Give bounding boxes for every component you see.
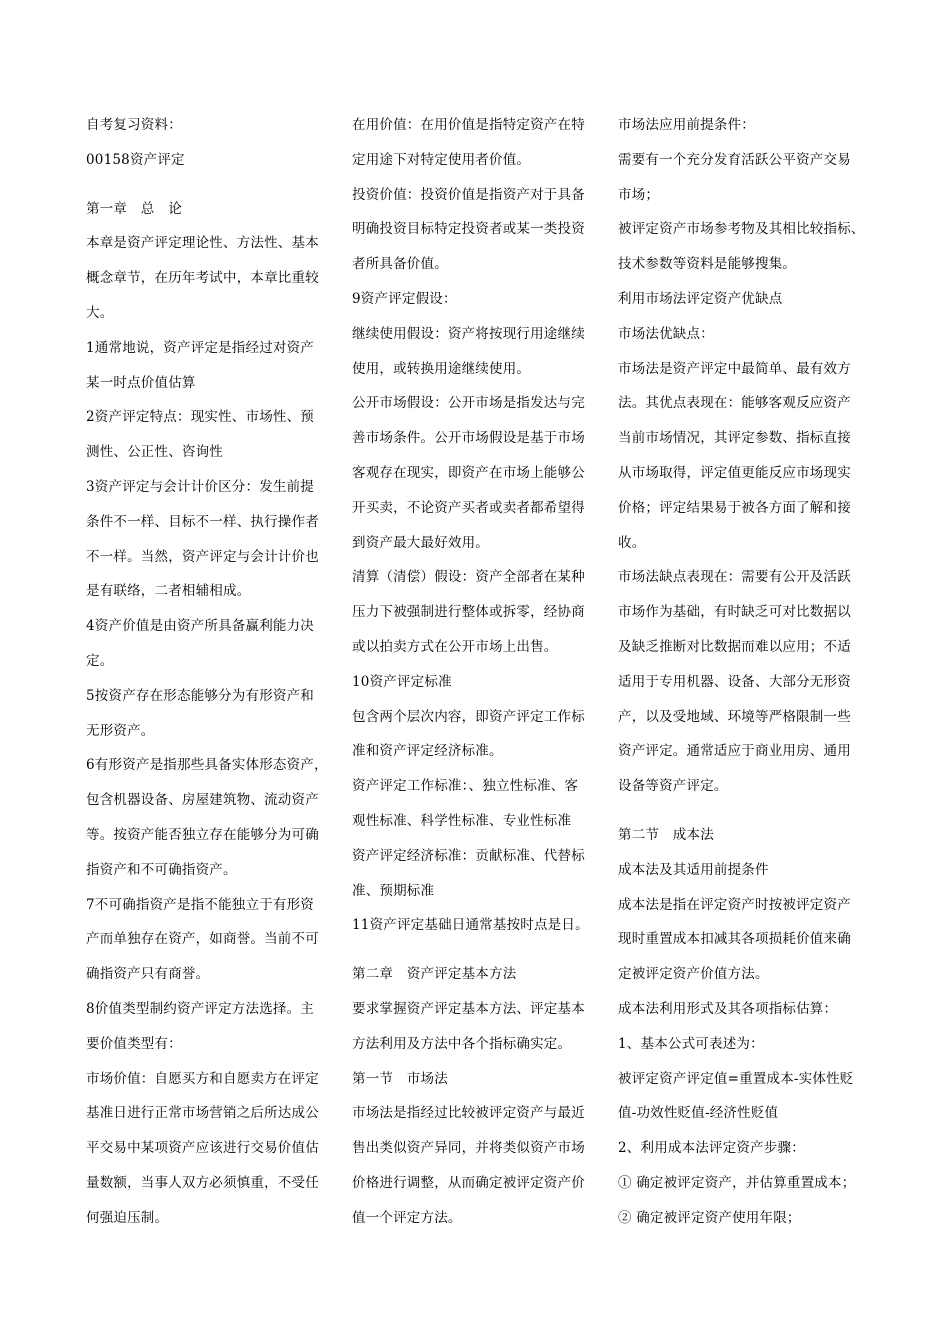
text-line: 到资产最大最好效用。 xyxy=(352,534,489,551)
text-line: 准和资产评定经济标准。 xyxy=(352,743,503,760)
text-line: 何强迫压制。 xyxy=(86,1209,169,1226)
text-line: 法。其优点表现在：能够客观反应资产 xyxy=(618,395,851,412)
text-line: 定。 xyxy=(86,652,114,669)
text-line: 第二章 资产评定基本方法 xyxy=(352,966,517,983)
paragraph xyxy=(86,609,338,679)
paragraph-gap xyxy=(86,178,338,192)
text-line: 市场法缺点表现在：需要有公开及活跃 xyxy=(618,569,851,586)
text-line: 公开市场假设：公开市场是指发达与完 xyxy=(352,395,585,412)
text-line: 要求掌握资产评定基本方法、评定基本 xyxy=(352,1000,585,1017)
paragraph xyxy=(618,212,884,282)
paragraph xyxy=(618,560,884,804)
text-line: 6有形资产是指那些具备实体形态资产， xyxy=(86,757,328,774)
text-line: 市场价值：自愿买方和自愿卖方在评定 xyxy=(86,1070,319,1087)
text-line: 定用途下对特定使用者价值。 xyxy=(352,151,531,168)
text-line: ② 确定被评定资产使用年限； xyxy=(618,1209,801,1226)
paragraph xyxy=(352,839,604,909)
text-line: 售出类似资产异同，并将类似资产市场 xyxy=(352,1140,585,1157)
text-line: 客观存在现实，即资产在市场上能够公 xyxy=(352,464,585,481)
text-line: 10资产评定标准 xyxy=(352,673,452,690)
paragraph xyxy=(352,317,604,387)
text-line: 7不可确指资产是指不能独立于有形资 xyxy=(86,896,314,913)
text-line: 9资产评定假设： xyxy=(352,290,457,307)
text-line: 某一时点价值估算 xyxy=(86,374,196,391)
text-line: ① 确定被评定资产，并估算重置成本； xyxy=(618,1174,856,1191)
text-line: 在用价值：在用价值是指特定资产在特 xyxy=(352,117,585,133)
text-line: 观性标准、科学性标准、专业性标准 xyxy=(352,812,572,829)
text-line: 者所具备价值。 xyxy=(352,256,448,273)
paragraph xyxy=(86,470,338,609)
text-line: 需要有一个充分发育活跃公平资产交易 xyxy=(618,151,851,168)
text-line: 包含机器设备、房屋建筑物、流动资产 xyxy=(86,792,319,809)
text-line: 指资产和不可确指资产。 xyxy=(86,861,237,878)
text-line: 善市场条件。公开市场假设是基于市场 xyxy=(352,430,585,447)
text-line: 从市场取得，评定值更能反应市场现实 xyxy=(618,464,851,481)
paragraph xyxy=(618,108,884,143)
text-line: 明确投资目标特定投资者或某一类投资 xyxy=(352,221,585,238)
text-line: 压力下被强制进行整体或拆零，经协商 xyxy=(352,604,585,621)
text-line: 等。按资产能否独立存在能够分为可确 xyxy=(86,826,319,843)
paragraph xyxy=(352,665,604,700)
text-line: 资产评定工作标准：、独立性标准、客 xyxy=(352,778,579,795)
text-line: 本章是资产评定理论性、方法性、基本 xyxy=(86,235,319,252)
text-line: 5按资产存在形态能够分为有形资产和 xyxy=(86,687,314,704)
paragraph xyxy=(618,352,884,561)
text-column-1 xyxy=(86,108,338,1236)
text-line: 第一节 市场法 xyxy=(352,1070,448,1087)
paragraph-gap xyxy=(618,804,884,818)
paragraph xyxy=(86,143,338,178)
text-line: 现时重置成本扣减其各项损耗价值来确 xyxy=(618,931,851,948)
text-line: 8价值类型制约资产评定方法选择。主 xyxy=(86,1000,314,1017)
paragraph xyxy=(86,992,338,1062)
text-line: 当前市场情况，其评定参数、指标直接 xyxy=(618,430,851,447)
text-line: 是有联络，二者相辅相成。 xyxy=(86,583,251,600)
paragraph xyxy=(618,1131,884,1166)
paragraph xyxy=(86,748,338,887)
text-line: 包含两个层次内容，即资产评定工作标 xyxy=(352,708,585,725)
text-line: 不一样。当然，资产评定与会计计价也 xyxy=(86,548,319,565)
paragraph xyxy=(352,560,604,664)
text-line: 平交易中某项资产应该进行交易价值估 xyxy=(86,1140,319,1157)
text-line: 概念章节，在历年考试中，本章比重较 xyxy=(86,270,319,287)
paragraph xyxy=(618,1201,884,1236)
paragraph xyxy=(86,888,338,992)
text-line: 1通常地说，资产评定是指经过对资产 xyxy=(86,339,314,356)
text-line: 开买卖，不论资产买者或卖者都希望得 xyxy=(352,499,585,516)
text-line: 继续使用假设：资产将按现行用途继续 xyxy=(352,325,585,342)
text-line: 00158资产评定 xyxy=(86,151,185,168)
paragraph xyxy=(352,108,604,178)
paragraph xyxy=(618,143,884,213)
paragraph xyxy=(86,108,338,143)
text-line: 市场法是指经过比较被评定资产与最近 xyxy=(352,1105,585,1122)
text-line: 或以拍卖方式在公开市场上出售。 xyxy=(352,638,558,655)
paragraph xyxy=(618,853,884,888)
text-line: 利用市场法评定资产优缺点 xyxy=(618,290,783,307)
paragraph xyxy=(352,992,604,1062)
text-line: 资产评定经济标准：贡献标准、代替标 xyxy=(352,847,585,864)
text-line: 要价值类型有： xyxy=(86,1035,182,1052)
paragraph xyxy=(618,1027,884,1062)
text-line: 2、利用成本法评定资产步骤： xyxy=(618,1140,805,1157)
paragraph xyxy=(618,992,884,1027)
text-line: 无形资产。 xyxy=(86,722,155,739)
text-line: 市场作为基础，有时缺乏可对比数据以 xyxy=(618,604,851,621)
text-line: 自考复习资料： xyxy=(86,117,182,133)
text-line: 及缺乏推断对比数据而难以应用；不适 xyxy=(618,638,851,655)
text-line: 市场法应用前提条件： xyxy=(618,117,755,133)
text-line: 价格；评定结果易于被各方面了解和接 xyxy=(618,499,851,516)
paragraph xyxy=(352,1096,604,1235)
text-line: 方法利用及方法中各个指标确实定。 xyxy=(352,1035,572,1052)
paragraph xyxy=(618,1062,884,1132)
paragraph xyxy=(618,888,884,992)
text-line: 市场； xyxy=(618,186,660,203)
text-line: 条件不一样、目标不一样、执行操作者 xyxy=(86,513,319,530)
text-line: 1、基本公式可表述为： xyxy=(618,1035,764,1052)
text-line: 被评定资产评定值=重置成本-实体性贬 xyxy=(618,1070,854,1087)
text-line: 大。 xyxy=(86,304,114,321)
text-line: 2资产评定特点：现实性、市场性、预 xyxy=(86,409,314,426)
paragraph xyxy=(86,192,338,227)
paragraph xyxy=(352,282,604,317)
text-line: 适用于专用机器、设备、大部分无形资 xyxy=(618,673,851,690)
paragraph xyxy=(618,1166,884,1201)
text-line: 成本法是指在评定资产时按被评定资产 xyxy=(618,896,851,913)
text-line: 成本法及其适用前提条件 xyxy=(618,861,769,878)
paragraph xyxy=(352,1062,604,1097)
text-line: 确指资产只有商誉。 xyxy=(86,966,210,983)
text-line: 量数额，当事人双方必须慎重，不受任 xyxy=(86,1174,319,1191)
paragraph xyxy=(352,908,604,943)
paragraph xyxy=(618,317,884,352)
text-line: 资产评定。通常适应于商业用房、通用 xyxy=(618,743,851,760)
text-line: 准、预期标准 xyxy=(352,882,435,899)
text-line: 被评定资产市场参考物及其相比较指标、 xyxy=(618,221,865,238)
paragraph-gap xyxy=(352,943,604,957)
text-line: 第一章 总 论 xyxy=(86,200,182,217)
paragraph xyxy=(352,769,604,839)
text-line: 测性、公正性、咨询性 xyxy=(86,444,223,461)
paragraph xyxy=(86,226,338,330)
paragraph xyxy=(86,1062,338,1236)
paragraph xyxy=(86,679,338,749)
paragraph xyxy=(352,178,604,282)
paragraph xyxy=(618,282,884,317)
text-line: 市场法优缺点： xyxy=(618,325,714,342)
text-line: 收。 xyxy=(618,534,646,551)
text-column-3 xyxy=(618,108,884,1236)
paragraph xyxy=(618,818,884,853)
paragraph xyxy=(352,386,604,560)
text-line: 投资价值：投资价值是指资产对于具备 xyxy=(352,186,585,203)
text-line: 值-功效性贬值-经济性贬值 xyxy=(618,1105,779,1122)
text-line: 3资产评定与会计计价区分：发生前提 xyxy=(86,478,314,495)
text-line: 产，以及受地域、环境等严格限制一些 xyxy=(618,708,851,725)
text-line: 市场法是资产评定中最简单、最有效方 xyxy=(618,360,851,377)
text-line: 价格进行调整，从而确定被评定资产价 xyxy=(352,1174,585,1191)
paragraph xyxy=(86,400,338,470)
text-line: 成本法利用形式及其各项指标估算： xyxy=(618,1000,838,1017)
text-line: 清算（清偿）假设：资产全部者在某种 xyxy=(352,569,585,586)
text-column-2 xyxy=(352,108,604,1236)
text-line: 定被评定资产价值方法。 xyxy=(618,966,769,983)
text-line: 第二节 成本法 xyxy=(618,826,714,843)
text-line: 产而单独存在资产，如商誉。当前不可 xyxy=(86,931,319,948)
text-line: 基准日进行正常市场营销之后所达成公 xyxy=(86,1105,319,1122)
text-line: 11资产评定基础日通常基按时点是日。 xyxy=(352,917,589,934)
paragraph xyxy=(352,957,604,992)
text-line: 值一个评定方法。 xyxy=(352,1209,462,1226)
paragraph xyxy=(352,700,604,770)
text-line: 4资产价值是由资产所具备赢利能力决 xyxy=(86,618,314,635)
text-line: 使用，或转换用途继续使用。 xyxy=(352,360,531,377)
paragraph xyxy=(86,331,338,401)
text-line: 技术参数等资料是能够搜集。 xyxy=(618,256,797,273)
text-line: 设备等资产评定。 xyxy=(618,778,728,795)
